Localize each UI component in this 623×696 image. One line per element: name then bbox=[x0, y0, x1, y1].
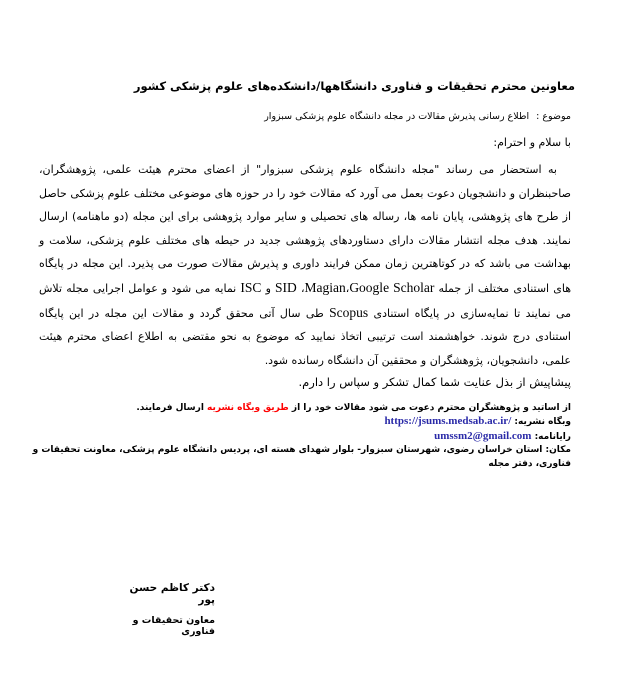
index-scopus: Scopus bbox=[329, 304, 369, 320]
address-label: مکان: bbox=[545, 445, 571, 456]
website-label: وبگاه نشریه: bbox=[514, 417, 571, 428]
signatory-title: معاون تحقیقات و فناوری bbox=[132, 615, 215, 637]
invite-text-start: از اساتید و پژوهشگران محترم دعوت می شود مقالات خود را از bbox=[288, 403, 571, 413]
email-label: رایانامه: bbox=[534, 431, 571, 442]
subject-line bbox=[151, 111, 571, 122]
invite-highlight: طریق وبگاه نشریه bbox=[207, 403, 289, 413]
body-text-part1: به استحضار می رساند "مجله دانشگاه علوم پزشکی سبزوار" از اعضای محترم هیئت علمی، پژوهشگران، صاحبنظران و دانشجویان دعوت بعمل می آورد که مقالات خود را در حوزه های موضوعی مختلف علوم پزشکی حاصل از طرح های پژوهشی، پایان نامه ها، رساله های تحصیلی و سایر موارد پژوهشی برای این مجله (دو ماهنامه) ارسال نمایند. هدف مجله انتشار مقالات دارای دستاوردهای پژوهشی جدید در حیطه های مختلف علوم پزشکی، سلامت و بهداشت می باشد که در کوتاهترین زمان ممکن فرایند داوری و پذیرش مقالات صورت می پذیرد. این مجله در پایگاه های استنادی مختلف از جمله bbox=[39, 163, 572, 295]
greeting: با سلام و احترام: bbox=[493, 136, 571, 149]
subject-text: اطلاع رسانی پذیرش مقالات در مجله دانشگاه علوم پزشکی سبزوار bbox=[264, 111, 530, 122]
submission-notes bbox=[31, 402, 571, 471]
conjunction: و bbox=[261, 281, 276, 295]
index-isc: ISC bbox=[240, 279, 262, 295]
website-line bbox=[31, 415, 571, 429]
index-magiran: Magian bbox=[304, 279, 346, 295]
subject-label: موضوع : bbox=[536, 111, 571, 122]
address-text: استان خراسان رضوی، شهرستان سبزوار- بلوار شهدای هسته ای، پردیس دانشگاه علوم پزشکی، معاونت تحقیقات و فناوری، دفتر مجله bbox=[32, 445, 571, 469]
body-text-part2: نمایه می شود و عوامل اجرایی مجله تلاش می نمایند تا نمایه‌سازی در پایگاه استنادی bbox=[39, 281, 572, 320]
body-text-part3: طی سال آتی محقق گردد و مقالات این مجله در این پایگاه استنادی درج شوند. خواهشمند است ترتیبی اتخاذ نمایید که موضوع به نحو مقتضی به اطلاع اعضای محترم هیئت علمی، دانشجویان، پژوهشگران و محققین آن دانشگاه رسانده شود. bbox=[39, 306, 571, 367]
signatory-name: دکتر کاظم حسن پور bbox=[129, 582, 215, 606]
index-sid: SID bbox=[275, 279, 297, 295]
closing-line: پیشاپیش از بذل عنایت شما کمال تشکر و سپاس را دارم. bbox=[298, 375, 571, 389]
separator: ، bbox=[345, 281, 350, 295]
website-link[interactable]: https://jsums.medsab.ac.ir/ bbox=[384, 415, 512, 428]
recipient-heading: معاونین محترم تحقیقات و فناوری دانشگاهها/دانشکده‌های علوم پزشکی کشور bbox=[133, 79, 575, 93]
index-google-scholar: Google Scholar bbox=[349, 279, 435, 295]
email-link[interactable]: umssm2@gmail.com bbox=[434, 429, 532, 442]
email-line bbox=[31, 430, 571, 444]
invite-line bbox=[31, 402, 571, 415]
address-line bbox=[31, 444, 571, 471]
separator: ، bbox=[296, 281, 305, 295]
invite-text-end: ارسال فرمایند. bbox=[136, 403, 208, 413]
body-paragraph bbox=[39, 158, 571, 372]
